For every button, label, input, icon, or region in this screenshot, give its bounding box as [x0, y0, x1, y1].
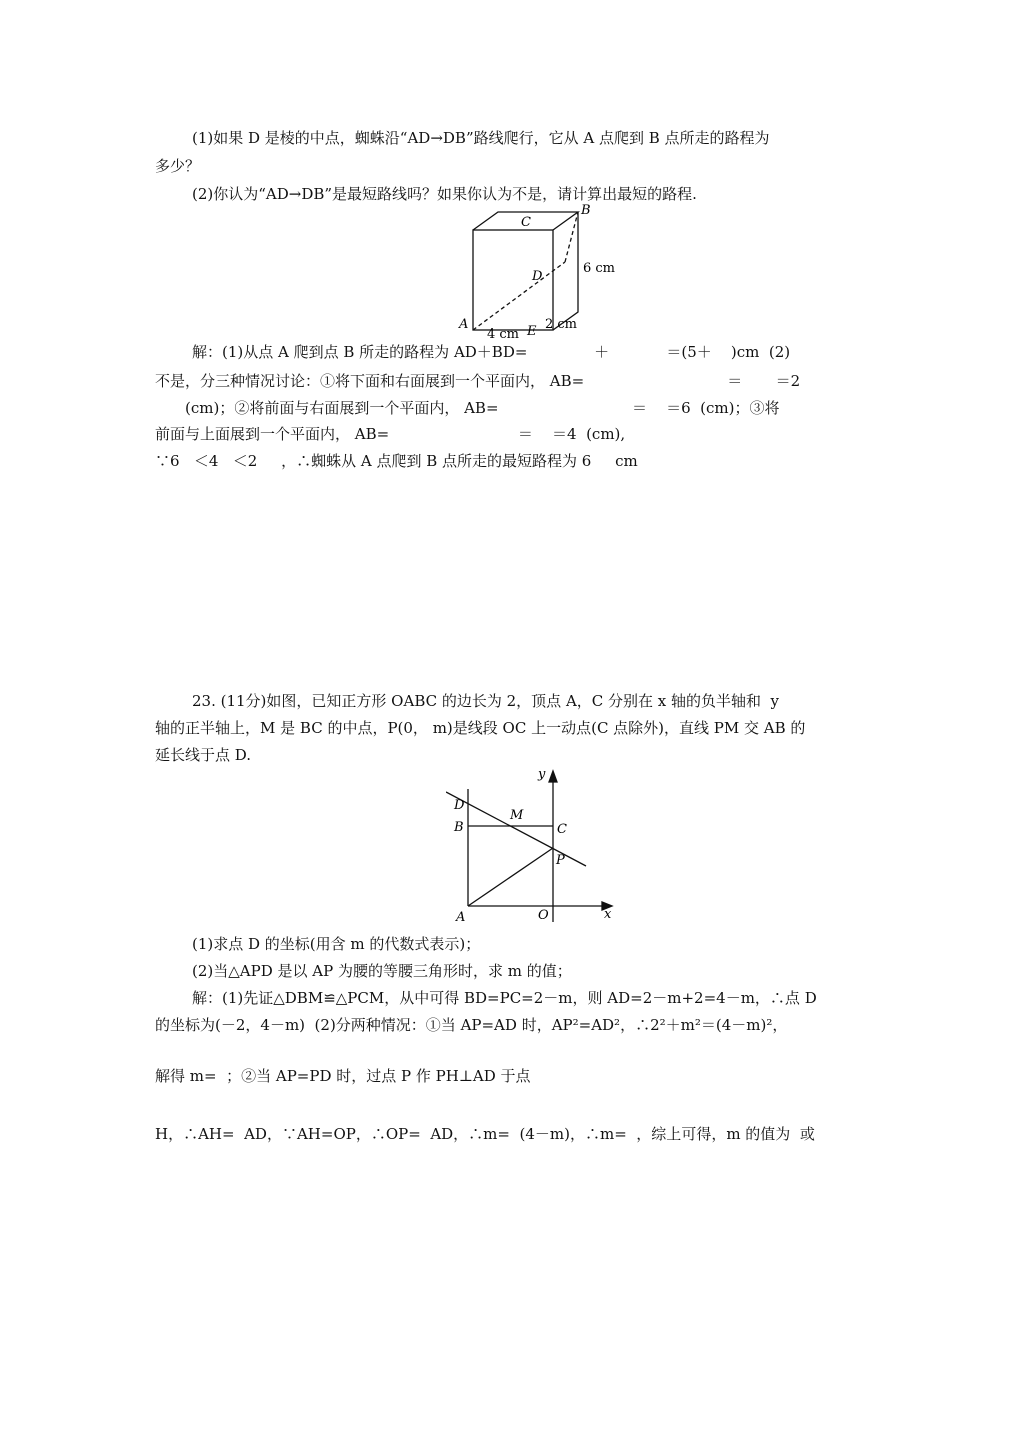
label-a: A	[459, 317, 469, 332]
p23-solution-line4: H，∴AH= AD，∵AH=OP，∴OP= AD，∴m= (4－m)，∴m= ，综上可得，m 的值为 或	[155, 1125, 815, 1143]
p23-line3: 延长线于点 D.	[155, 746, 252, 764]
label-c: C	[557, 822, 567, 837]
p22-solution-line3: (cm)；②将前面与右面展到一个平面内， AB= ＝ ＝6 (cm)；③将	[185, 399, 780, 417]
label-d: D	[454, 798, 465, 813]
p22-question1-line2: 多少？	[155, 157, 201, 175]
label-p: P	[556, 853, 565, 868]
label-b: B	[454, 820, 464, 835]
p22-question2: (2)你认为“AD→DB”是最短路线吗？如果你认为不是，请计算出最短的路程.	[192, 185, 697, 203]
p22-box-figure	[455, 200, 655, 340]
p23-solution-line1: 解：(1)先证△DBM≌△PCM，从中可得 BD=PC=2－m，则 AD=2－m+2=4－m，∴点 D	[192, 989, 817, 1007]
p23-solution-line3: 解得 m= ；②当 AP=PD 时，过点 P 作 PH⊥AD 于点	[155, 1067, 531, 1085]
y-axis-arrow	[549, 771, 557, 782]
dim-depth: 2 cm	[545, 317, 578, 332]
label-b: B	[581, 203, 591, 218]
dim-height: 6 cm	[583, 261, 616, 276]
p22-solution-line2: 不是，分三种情况讨论：①将下面和右面展到一个平面内， AB= ＝ ＝2	[155, 372, 801, 390]
p22-solution-line4: 前面与上面展到一个平面内， AB= ＝ ＝4 (cm),	[155, 425, 626, 443]
label-y: y	[538, 767, 546, 782]
p22-question1-line1: (1)如果 D 是棱的中点，蜘蛛沿“AD→DB”路线爬行，它从 A 点爬到 B 点所走的路程为	[192, 129, 770, 147]
p22-solution-line5: ∵6 ＜4 ＜2 ，∴蜘蛛从 A 点爬到 B 点所走的最短路程为 6 cm	[155, 452, 638, 470]
p23-question2: (2)当△APD 是以 AP 为腰的等腰三角形时，求 m 的值；	[192, 962, 572, 980]
label-x: x	[604, 907, 612, 922]
label-d: D	[532, 269, 543, 284]
box-right-face	[553, 212, 578, 330]
label-e: E	[527, 324, 537, 339]
p23-line2: 轴的正半轴上，M 是 BC 的中点，P(0， m)是线段 OC 上一动点(C 点除外)，直线 PM 交 AB 的	[155, 719, 806, 737]
label-o: O	[538, 908, 549, 923]
p22-solution-line1: 解：(1)从点 A 爬到点 B 所走的路程为 AD＋BD= ＋ ＝(5＋ )cm (2)	[192, 343, 791, 361]
label-c: C	[521, 215, 531, 230]
p23-solution-line2: 的坐标为(－2，4－m) (2)分两种情况：①当 AP=AD 时，AP²=AD²，∴2²＋m²＝(4－m)²，	[155, 1016, 788, 1034]
dim-width: 4 cm	[487, 327, 520, 340]
p23-line1: 23. (11分)如图，已知正方形 OABC 的边长为 2，顶点 A，C 分别在 x 轴的负半轴和 y	[192, 692, 780, 710]
label-m: M	[510, 808, 524, 823]
label-a: A	[456, 910, 466, 924]
p23-question1: (1)求点 D 的坐标(用含 m 的代数式表示)；	[192, 935, 481, 953]
segment-ap	[468, 848, 553, 906]
p23-coordinate-figure	[446, 764, 626, 924]
